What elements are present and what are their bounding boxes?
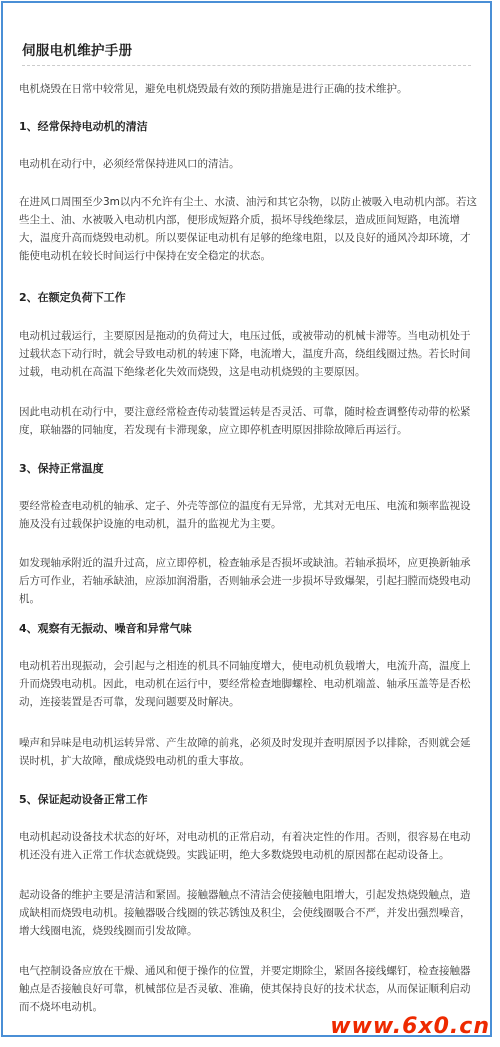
section-1-heading: 1、经常保持电动机的清洁	[19, 120, 148, 133]
title-divider	[22, 65, 471, 66]
section-4-paragraph-2: 噪声和异味是电动机运转异常、产生故障的前兆，必须及时发现并查明原因予以排除，否则就会延误时机，扩大故障，酿成烧毁电动机的重大事故。	[19, 737, 471, 767]
page-title: 伺服电机维护手册	[22, 43, 133, 59]
section-1-paragraph-2: 在进风口周围至少3m以内不允许有尘土、水渍、油污和其它杂物，以防止被吸入电动机内部。若这些尘土、油、水被吸入电动机内部，便形成短路介质，损坏导线绝缘层，造成匝间短路，电流增大，温度升高而烧毁电动机。所以要保证电动机有足够的绝缘电阻，以及良好的通风冷却环境，才能使电动机在较长时间运行中保持在安全稳定的状态。	[19, 196, 477, 262]
section-3-heading: 3、保持正常温度	[19, 462, 104, 475]
intro-paragraph: 电机烧毁在日常中较常见，避免电机烧毁最有效的预防措施是进行正确的技术维护。	[19, 83, 408, 95]
site-watermark: www.6x0.cn	[330, 1014, 490, 1039]
section-5-paragraph-1: 电动机起动设备技术状态的好坏，对电动机的正常启动，有着决定性的作用。否则，很容易在电动机还没有进入正常工作状态就烧毁。实践证明，绝大多数烧毁电动机的原因都在起动设备上。	[19, 831, 471, 861]
section-2-paragraph-1: 电动机过载运行，主要原因是拖动的负荷过大，电压过低，或被带动的机械卡滞等。当电动机处于过载状态下动行时，就会导致电动机的转速下降，电流增大，温度升高，绕组线圈过热。若长时间过载，电动机在高温下绝缘老化失效而烧毁，这是电动机烧毁的主要原因。	[19, 330, 471, 378]
section-5-heading: 5、保证起动设备正常工作	[19, 793, 148, 806]
section-2-paragraph-2: 因此电动机在动行中，要注意经常检查传动装置运转是否灵活、可靠，随时检查调整传动带的松紧度，联轴器的同轴度，若发现有卡滞现象，应立即停机查明原因排除故障后再运行。	[19, 406, 471, 436]
section-3-paragraph-2: 如发现轴承附近的温升过高，应立即停机，检查轴承是否损坏或缺油。若轴承损坏，应更换新轴承后方可作业，若轴承缺油，应添加润滑脂，否则轴承会进一步损坏导致爆架，引起扫膛而烧毁电动机。	[19, 557, 471, 605]
section-5-paragraph-2: 起动设备的维护主要是清洁和紧固。接触器触点不清洁会使接触电阻增大，引起发热烧毁触点，造成缺相而烧毁电动机。接触器吸合线圈的铁芯锈蚀及积尘，会使线圈吸合不严，并发出强烈噪音，增大线圈电流，烧毁线圈而引发故障。	[19, 889, 471, 937]
section-2-heading: 2、在额定负荷下工作	[19, 291, 126, 304]
section-4-paragraph-1: 电动机若出现振动，会引起与之相连的机具不同轴度增大，使电动机负载增大，电流升高，温度上升而烧毁电动机。因此，电动机在运行中，要经常检查地脚螺栓、电动机端盖、轴承压盖等是否松动，连接装置是否可靠，发现问题要及时解决。	[19, 660, 471, 708]
section-4-heading: 4、观察有无振动、噪音和异常气味	[19, 622, 192, 635]
section-1-paragraph-1: 电动机在动行中，必须经常保持进风口的清洁。	[19, 158, 240, 170]
section-5-paragraph-3: 电气控制设备应放在干燥、通风和便于操作的位置，并要定期除尘，紧固各接线螺钉，检查接触器触点是否接触良好可靠，机械部位是否灵敏、准确，使其保持良好的技术状态，从而保证顺利启动而不烧坏电动机。	[19, 965, 471, 1013]
section-3-paragraph-1: 要经常检查电动机的轴承、定子、外壳等部位的温度有无异常，尤其对无电压、电流和频率监视设施及没有过载保护设施的电动机，温升的监视尤为主要。	[19, 500, 471, 530]
